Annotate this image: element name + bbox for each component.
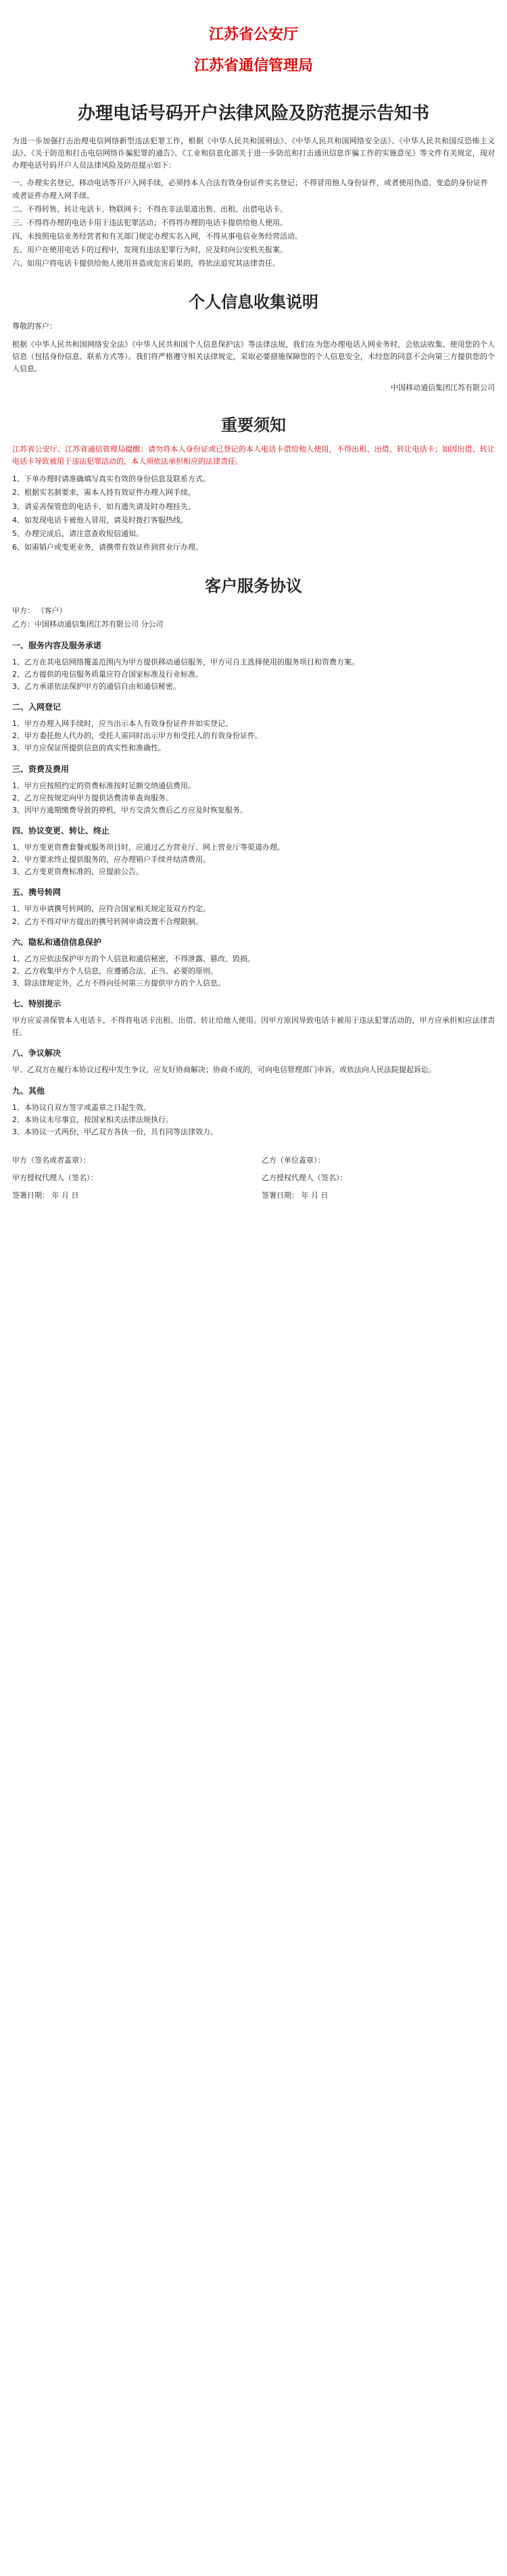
notice-item-4: 四、未按照电信业务经营者和有关部门规定办理实名入网，不得从事电信业务经营活动。 bbox=[12, 231, 302, 241]
service-title: 客户服务协议 bbox=[205, 577, 302, 596]
signature-block bbox=[12, 1155, 495, 1200]
service-section-1 bbox=[12, 639, 495, 693]
section-heading: 六、隐私和通信信息保护 bbox=[12, 937, 102, 947]
section-heading: 五、携号转网 bbox=[12, 888, 62, 898]
party-b: 乙方：中国移动通信集团江苏有限公司 分公司 bbox=[12, 619, 164, 629]
section-heading: 三、资费及费用 bbox=[12, 764, 70, 774]
party-a: 甲方： （客户） bbox=[12, 606, 67, 616]
header-org1: 江苏省公安厅 bbox=[208, 26, 298, 43]
important-item-1: 1、下单办理时请准确填写真实有效的身份信息及联系方式。 bbox=[12, 475, 210, 484]
important-item-5: 5、办理完成后，请注意查收短信通知。 bbox=[12, 529, 143, 538]
notice-item-2: 二、不得转售、转让电话卡、物联网卡；不得在非法渠道出售、出租、出借电话卡。 bbox=[12, 204, 287, 214]
important-red-paragraph: 江苏省公安厅、江苏省通信管理局提醒：请勿将本人身份证或已登记的本人电话卡借给他人使用，不得出租、出借、转让电话卡；如因出借、转让电话卡导致被用于违法犯罪活动的，本人须依法承担相应的法律责任。 bbox=[12, 444, 495, 466]
section-heading: 二、入网登记 bbox=[12, 702, 62, 712]
section-heading: 七、特别提示 bbox=[12, 999, 62, 1009]
important-item-6: 6、如需销户或变更业务，请携带有效证件到营业厅办理。 bbox=[12, 542, 203, 552]
important-item-4: 4、如发现电话卡被他人冒用，请及时拨打客服热线。 bbox=[12, 515, 188, 525]
notice-item-6: 六、如用户将电话卡提供给他人使用并造成危害后果的，将依法追究其法律责任。 bbox=[12, 259, 280, 268]
service-section-7 bbox=[12, 998, 495, 1039]
section-content: 甲方应妥善保管本人电话卡，不得将电话卡出租、出借、转让给他人使用。因甲方原因导致电话卡被用于违法犯罪活动的，甲方应承担相应法律责任。 bbox=[12, 1016, 495, 1038]
party-a-agent: 甲方授权代理人（签名）： bbox=[12, 1173, 98, 1182]
notice-item-1: 一、办理实名登记，移动电话等开户入网手续，必须持本人合法有效身份证件实名登记；不得冒用他人身份证件，或者使用伪造、变造的身份证件或者证件办理入网手续。 bbox=[12, 178, 488, 200]
section-content: 1、本协议自双方签字或盖章之日起生效。 2、本协议未尽事宜，按国家相关法律法规执行。 3、本协议一式两份，甲乙双方各执一份，具有同等法律效力。 bbox=[12, 1102, 218, 1136]
party-a-sign: 甲方（签名或者盖章）： bbox=[12, 1155, 91, 1165]
section-content: 1、甲方应按照约定的资费标准按时足额交纳通信费用。 2、乙方应按规定向甲方提供话费清单查询服务。 3、因甲方逾期缴费导致的停机，甲方交清欠费后乙方应及时恢复服务。 bbox=[12, 781, 247, 815]
section-content: 1、甲方申请携号转网的，应符合国家相关规定及双方约定。 2、乙方不得对甲方提出的携号转网申请设置不合理限制。 bbox=[12, 904, 210, 926]
service-section-4 bbox=[12, 825, 495, 878]
important-title: 重要须知 bbox=[221, 415, 286, 435]
section-heading: 一、服务内容及服务承诺 bbox=[12, 640, 102, 650]
notice-title: 办理电话号码开户法律风险及防范提示告知书 bbox=[77, 103, 429, 124]
party-b-agent: 乙方授权代理人（签名）： bbox=[262, 1173, 347, 1182]
section-content: 甲、乙双方在履行本协议过程中发生争议，应友好协商解决；协商不成的，可向电信管理部门申诉，或依法向人民法院提起诉讼。 bbox=[12, 1065, 436, 1075]
notice-list bbox=[12, 177, 495, 270]
date-a: 签署日期： 年 月 日 bbox=[12, 1190, 79, 1200]
service-section-8 bbox=[12, 1047, 495, 1076]
section-content: 1、甲方变更资费套餐或服务项目时，应通过乙方营业厅、网上营业厅等渠道办理。 2、甲方要求终止提供服务的，应办理销户手续并结清费用。 3、乙方变更资费标准的，应提前公告。 bbox=[12, 842, 285, 877]
privacy-signature: 中国移动通信集团江苏有限公司 bbox=[391, 383, 495, 392]
service-section-9 bbox=[12, 1085, 495, 1138]
section-content: 1、乙方在其电信网络覆盖范围内为甲方提供移动通信服务，甲方可自主选择使用的服务项目和资费方案。 2、乙方提供的电信服务质量应符合国家标准及行业标准。 3、乙方承诺依法保护甲方的通信自由和通信秘密。 bbox=[12, 657, 359, 691]
service-section-3 bbox=[12, 763, 495, 817]
service-section-6 bbox=[12, 936, 495, 990]
section-content: 1、甲方办理入网手续时，应当出示本人有效身份证件并如实登记。 2、甲方委托他人代办的，受托人需同时出示甲方和受托人的有效身份证件。 3、甲方应保证所提供信息的真实性和准确性。 bbox=[12, 719, 262, 753]
notice-item-5: 五、用户在使用电话卡的过程中，发现有违法犯罪行为时，应及时向公安机关报案。 bbox=[12, 245, 287, 255]
important-list bbox=[12, 473, 495, 554]
party-b-sign: 乙方（单位盖章）： bbox=[262, 1155, 325, 1165]
date-b: 签署日期： 年 月 日 bbox=[262, 1190, 329, 1200]
important-item-3: 3、请妥善保管您的电话卡，如有遗失请及时办理挂失。 bbox=[12, 502, 195, 511]
section-heading: 九、其他 bbox=[12, 1086, 45, 1096]
privacy-title: 个人信息收集说明 bbox=[189, 293, 318, 312]
section-content: 1、乙方应依法保护甲方的个人信息和通信秘密，不得泄露、篡改、毁损。 2、乙方收集甲方个人信息，应遵循合法、正当、必要的原则。 3、除法律规定外，乙方不得向任何第三方提供甲方的个人信息。 bbox=[12, 954, 255, 988]
important-item-2: 2、根据实名制要求，需本人持有效证件办理入网手续。 bbox=[12, 488, 195, 497]
privacy-greeting: 尊敬的客户： bbox=[12, 322, 57, 331]
notice-intro: 为进一步加强打击治理电信网络新型违法犯罪工作，根据《中华人民共和国刑法》、《中华人民共和国网络安全法》、《中华人民共和国反恐怖主义法》、《关于防范和打击电信网络诈骗犯罪的通告》、《工业和信息化部关于进一步防范和打击通讯信息诈骗工作的实施意见》等文件有关规定，现对办理电话号码开户人员法律风险及防范提示如下： bbox=[12, 137, 495, 170]
service-section-5 bbox=[12, 886, 495, 927]
section-heading: 八、争议解决 bbox=[12, 1048, 62, 1059]
section-heading: 四、协议变更、转让、终止 bbox=[12, 825, 110, 835]
service-section-2 bbox=[12, 701, 495, 754]
header-org2: 江苏省通信管理局 bbox=[193, 57, 313, 74]
privacy-content: 根据《中华人民共和国网络安全法》《中华人民共和国个人信息保护法》等法律法规，我们在为您办理电话入网业务时，会依法收集、使用您的个人信息（包括身份信息、联系方式等）。我们将严格遵守相关法律规定，采取必要措施保障您的个人信息安全，未经您的同意不会向第三方提供您的个人信息。 bbox=[12, 339, 495, 373]
notice-item-3: 三、不得将办理的电话卡用于违法犯罪活动；不得将办理的电话卡提供给他人使用。 bbox=[12, 218, 287, 227]
